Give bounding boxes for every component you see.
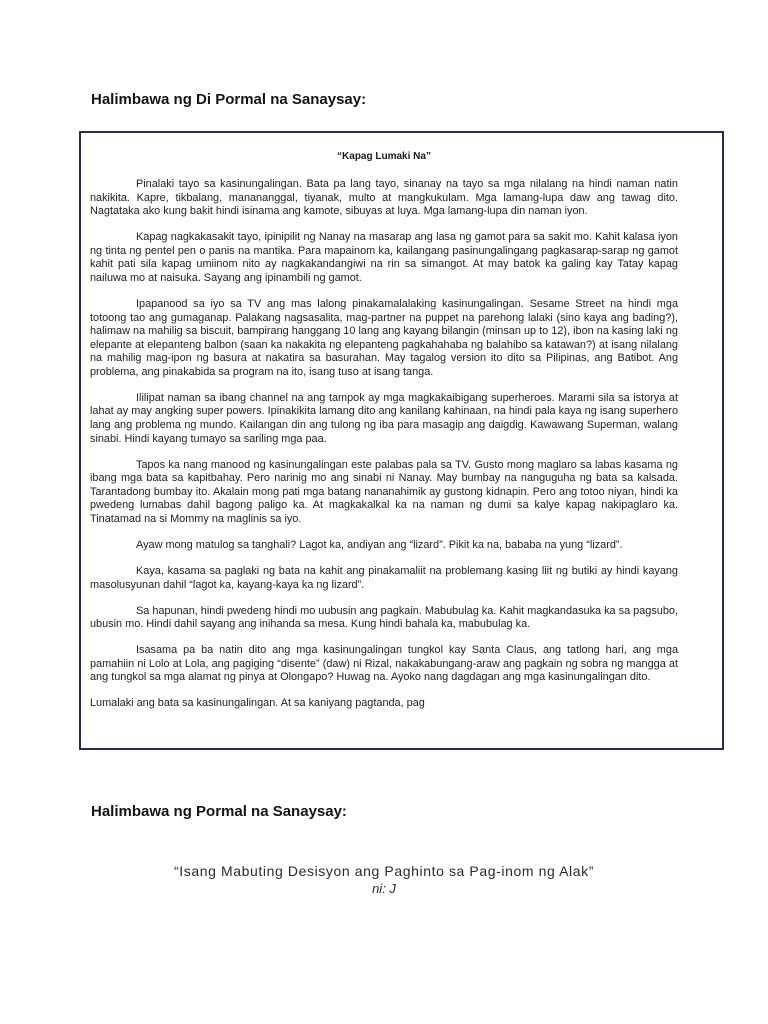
essay-paragraph: Kaya, kasama sa paglaki ng bata na kahit ang pinakamaliit na problemang kasing liit ng butiki ay hindi kayang masolusyunan dahil “lagot ka, kayang-kaya ka ng lizard”. — [90, 565, 678, 591]
essay-paragraph: Pinalaki tayo sa kasinungalingan. Bata pa lang tayo, sinanay na tayo sa mga nilalang na hindi naman natin nakikita. Kapre, tikbalang, manananggal, tiyanak, multo at mangkukulam. Mga lamang-lupa daw ang tawag dito. Nagtataka ako kung bakit hindi isinama ang kamote, sibuyas at luya. Mga lamang-lupa din naman iyon. — [90, 178, 678, 218]
informal-essay-box — [79, 131, 724, 750]
essay-paragraph-last: Lumalaki ang bata sa kasinungalingan. At sa kaniyang pagtanda, pag — [90, 697, 425, 710]
informal-essay-heading: Halimbawa ng Di Pormal na Sanaysay: — [91, 91, 367, 108]
essay-paragraph: Sa hapunan, hindi pwedeng hindi mo uubusin ang pagkain. Mabubulag ka. Kahit magkandasuka ka sa pagsubo, ubusin mo. Hindi dahil sayang ang inihanda sa mesa. Kung hindi bahala ka, mabubulag ka. — [90, 604, 678, 631]
formal-essay-title: “Isang Mabuting Desisyon ang Paghinto sa Pag-inom ng Alak” — [173, 863, 595, 879]
essay-paragraph: Tapos ka nang manood ng kasinungalingan este palabas pala sa TV. Gusto mong maglaro sa labas kasama ng ibang mga bata sa kapitbahay. Pero narinig mo ang sinabi ni Nanay. May bumbay na nanguguha ng bata sa kalsada. Tarantadong bumbay ito. Akalain mong pati mga batang nananahimik ay gustong kidnapin. Pero ang totoo niyan, hindi ka pwedeng lumabas dahil bagong paligo ka. At magkakalkal ka na naman ng dumi sa kalye kapag nakipaglaro ka. Tinatamad na si Mommy na maglinis sa iyo. — [90, 458, 678, 526]
essay-paragraph: Ipapanood sa iyo sa TV ang mas lalong pinakamalalaking kasinungalingan. Sesame Street na hindi mga totoong tao ang gumaganap. Palakang nagsasalita, mag-partner na puppet na parehong lalaki (sino kaya ang bading?), halimaw na mahilig sa biscuit, bampirang hanggang 10 lang ang kayang bilangin (minsan up to 12), ibon na kasing laki ng elepante at elepanteng balbon (saan ka nakakita ng elepanteng pagkahahaba ng balahibo sa katawan?) at isang nilalang na mahilig mag-ipon ng basura at nakatira sa basurahan. May tagalog version ito dito sa Pilipinas, ang Batibot. Ang problema, ang pinakabida sa program na ito, isang tuso at isang tanga. — [90, 297, 678, 378]
essay-paragraph: Isasama pa ba natin dito ang mga kasinungalingan tungkol kay Santa Claus, ang tatlong hari, ang mga pamahiin ni Lolo at Lola, ang pagiging “disente” (daw) ni Rizal, nakakabungang-araw ang pagkain ng sobra ng mangga at ang tungkol sa mga alamat ng pinya at Olongapo? Huwag na. Ayoko nang dagdagan ang mga kasinungalingan dito. — [90, 644, 678, 684]
essay-paragraph: Ililipat naman sa ibang channel na ang tampok ay mga magkakaibigang superheroes. Marami sila sa istorya at lahat ay may angking super powers. Ipinakikita lamang dito ang kanilang kahinaan, na hindi pala kaya ng isang superhero lang ang problema ng mundo. Kailangan din ang tulong ng iba para masagip ang daigdig. Kawawang Superman, walang sinabi. Hindi kayang tumayo sa sariling mga paa. — [90, 391, 678, 445]
essay-paragraph: Ayaw mong matulog sa tanghali? Lagot ka, andiyan ang “lizard”. Pikit ka na, bababa na yung “lizard”. — [136, 539, 623, 552]
formal-essay-author: ni: J — [372, 881, 396, 896]
informal-essay-title: “Kapag Lumaki Na” — [337, 151, 431, 162]
formal-essay-heading: Halimbawa ng Pormal na Sanaysay: — [91, 803, 347, 820]
essay-paragraph: Kapag nagkakasakit tayo, ipinipilit ng Nanay na masarap ang lasa ng gamot para sa sakit mo. Kahit kalasa iyon ng tinta ng pentel pen o panis na mantika. Para mapainom ka, kailangang pasinungalingang pagkasarap-sarap ng gamot kahit pati sila kapag umiinom nito ay nagkakandangiwi na rin sa simangot. At may batok ka galing kay Tatay kapag nailuwa mo at naisuka. Sayang ang ipinambili ng gamot. — [90, 231, 678, 284]
